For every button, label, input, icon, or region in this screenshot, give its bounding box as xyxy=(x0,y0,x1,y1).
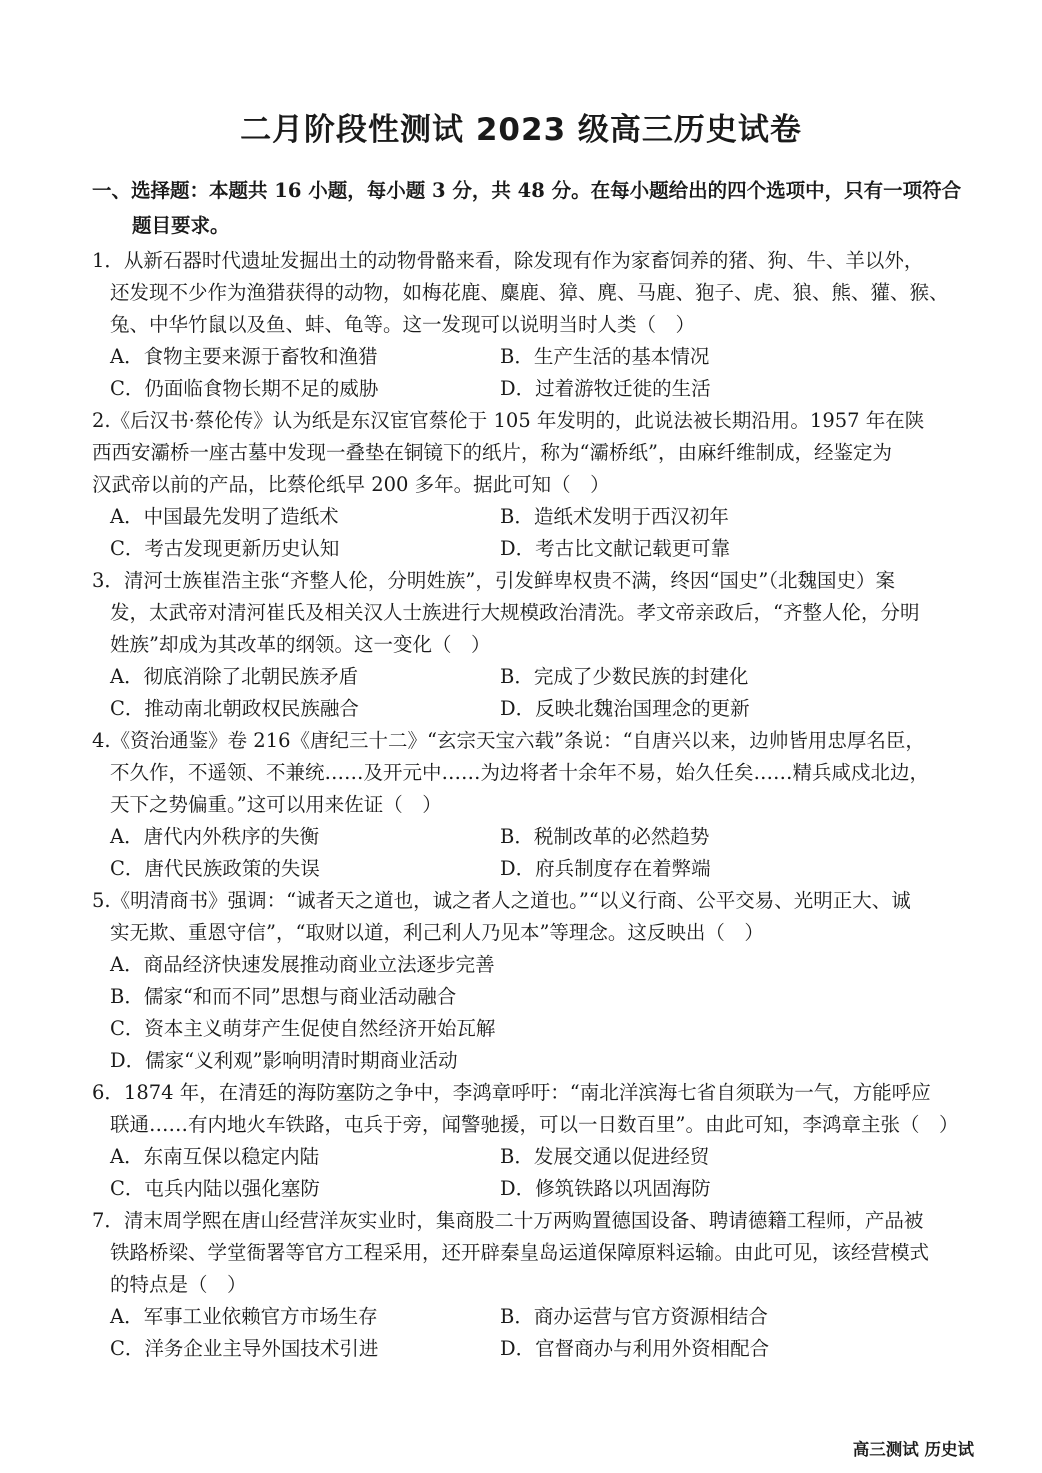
question-stem-line: 6．1874 年，在清廷的海防塞防之争中，李鸿章呼吁：“南北洋滨海七省自须联为一气，方能呼应 xyxy=(92,1081,931,1104)
option-d: D．考古比文献记载更可靠 xyxy=(500,537,731,560)
section-heading-line-2: 题目要求。 xyxy=(132,214,230,237)
question-stem-line: 4.《资治通鉴》卷 216《唐纪三十二》“玄宗天宝六载”条说：“自唐兴以来，边帅皆用忠厚名臣， xyxy=(92,729,925,752)
option-d: D．过着游牧迁徙的生活 xyxy=(500,377,711,400)
option-a: A．商品经济快速发展推动商业立法逐步完善 xyxy=(110,953,495,976)
option-c: C．仍面临食物长期不足的威胁 xyxy=(110,377,379,400)
option-c: C．唐代民族政策的失误 xyxy=(110,857,320,880)
question-stem-line: 5.《明清商书》强调：“诚者天之道也，诚之者人之道也。”“以义行商、公平交易、光明正大、诚 xyxy=(92,889,911,912)
question-stem-line: 2.《后汉书·蔡伦传》认为纸是东汉宦官蔡伦于 105 年发明的，此说法被长期沿用。1957 年在陕 xyxy=(92,409,925,432)
question-stem-line: 姓族”却成为其改革的纲领。这一变化（ ） xyxy=(110,633,491,656)
question-stem-line: 的特点是（ ） xyxy=(110,1273,247,1296)
option-b: B．儒家“和而不同”思想与商业活动融合 xyxy=(110,985,457,1008)
question-stem-line: 西西安灞桥一座古墓中发现一叠垫在铜镜下的纸片，称为“灞桥纸”，由麻纤维制成，经鉴定为 xyxy=(92,441,892,464)
option-d: D．官督商办与利用外资相配合 xyxy=(500,1337,770,1360)
option-c: C．推动南北朝政权民族融合 xyxy=(110,697,359,720)
question-stem-line: 汉武帝以前的产品，比蔡伦纸早 200 多年。据此可知（ ） xyxy=(92,473,610,496)
option-b: B．造纸术发明于西汉初年 xyxy=(500,505,729,528)
option-b: B．生产生活的基本情况 xyxy=(500,345,710,368)
option-b: B．税制改革的必然趋势 xyxy=(500,825,710,848)
question-stem-line: 天下之势偏重。”这可以用来佐证（ ） xyxy=(110,793,442,816)
option-c: C．屯兵内陆以强化塞防 xyxy=(110,1177,320,1200)
option-b: B．发展交通以促进经贸 xyxy=(500,1145,710,1168)
question-stem-line: 7．清末周学熙在唐山经营洋灰实业时，集商股二十万两购置德国设备、聘请德籍工程师，产品被 xyxy=(92,1209,924,1232)
option-c: C．考古发现更新历史认知 xyxy=(110,537,340,560)
question-stem-line: 实无欺、重恩守信”，“取财以道，利己利人乃见本”等理念。这反映出（ ） xyxy=(110,921,764,944)
question-stem-line: 发，太武帝对清河崔氏及相关汉人士族进行大规模政治清洗。孝文帝亲政后，“齐整人伦，分明 xyxy=(110,601,920,624)
page-footer: 高三测试 历史试 xyxy=(852,1440,974,1459)
option-b: B．完成了少数民族的封建化 xyxy=(500,665,749,688)
option-a: A．军事工业依赖官方市场生存 xyxy=(110,1305,378,1328)
option-b: B．商办运营与官方资源相结合 xyxy=(500,1305,768,1328)
question-stem-line: 3．清河士族崔浩主张“齐整人伦，分明姓族”，引发鲜卑权贵不满，终因“国史”（北魏国史）案 xyxy=(92,569,896,592)
option-c: C．资本主义萌芽产生促使自然经济开始瓦解 xyxy=(110,1017,496,1040)
question-stem-line: 还发现不少作为渔猎获得的动物，如梅花鹿、麋鹿、獐、麂、马鹿、狍子、虎、狼、熊、獾、猴、 xyxy=(110,281,949,304)
question-stem-line: 兔、中华竹鼠以及鱼、蚌、龟等。这一发现可以说明当时人类（ ） xyxy=(110,313,696,336)
option-d: D．儒家“义利观”影响明清时期商业活动 xyxy=(110,1049,458,1072)
section-heading-line-1: 一、选择题：本题共 16 小题，每小题 3 分，共 48 分。在每小题给出的四个选项中，只有一项符合 xyxy=(92,179,962,202)
option-a: A．唐代内外秩序的失衡 xyxy=(110,825,320,848)
question-stem-line: 铁路桥梁、学堂衙署等官方工程采用，还开辟秦皇岛运道保障原料运输。由此可见，该经营模式 xyxy=(110,1241,930,1264)
question-stem-line: 联通……有内地火车铁路，屯兵于旁，闻警驰援，可以一日数百里”。由此可知，李鸿章主张（ ） xyxy=(110,1113,959,1136)
exam-title: 二月阶段性测试 2023 级高三历史试卷 xyxy=(240,112,802,148)
option-a: A．中国最先发明了造纸术 xyxy=(110,505,339,528)
option-d: D．府兵制度存在着弊端 xyxy=(500,857,711,880)
option-d: D．反映北魏治国理念的更新 xyxy=(500,697,750,720)
question-stem-line: 不久作，不遥领、不兼统……及开元中……为边将者十余年不易，始久任矣……精兵咸戍北边， xyxy=(110,761,930,784)
option-c: C．洋务企业主导外国技术引进 xyxy=(110,1337,379,1360)
option-a: A．东南互保以稳定内陆 xyxy=(110,1145,320,1168)
option-d: D．修筑铁路以巩固海防 xyxy=(500,1177,711,1200)
option-a: A．彻底消除了北朝民族矛盾 xyxy=(110,665,359,688)
option-a: A．食物主要来源于畜牧和渔猎 xyxy=(110,345,378,368)
question-stem-line: 1．从新石器时代遗址发掘出土的动物骨骼来看，除发现有作为家畜饲养的猪、狗、牛、羊以外， xyxy=(92,249,924,272)
